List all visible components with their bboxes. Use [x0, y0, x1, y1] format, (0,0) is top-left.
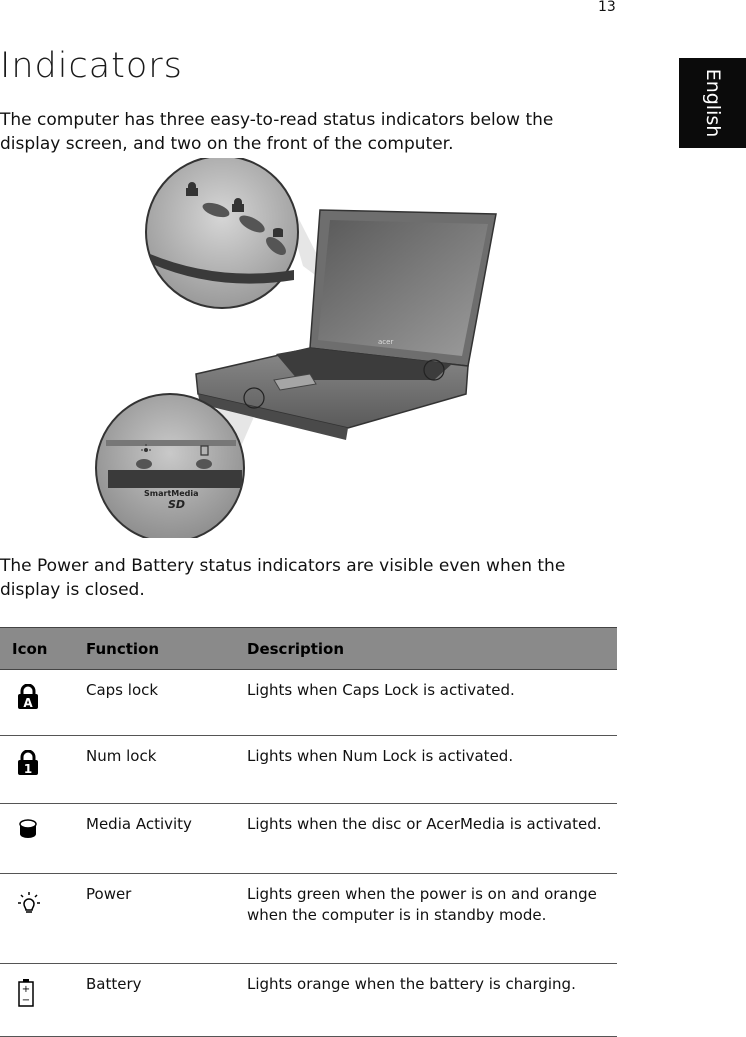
page-title: Indicators: [0, 46, 183, 86]
svg-text:A: A: [23, 696, 33, 710]
table-row: [0, 736, 617, 804]
notebook-illustration: [48, 158, 544, 538]
magnifier-bottom: [96, 394, 244, 538]
indicator-table: [0, 627, 617, 1037]
svg-text:−: −: [21, 995, 31, 1006]
table-row: [0, 964, 617, 1037]
notebook-indicators-figure: [48, 158, 544, 538]
num-lock-icon: [16, 750, 40, 776]
table-header-row: [0, 628, 617, 670]
table-row: [0, 670, 617, 736]
description-cell: Lights orange when the battery is charging.: [247, 964, 617, 1037]
function-cell: Caps lock: [86, 670, 247, 736]
description-cell: Lights when Num Lock is activated.: [247, 736, 617, 804]
notebook-screen: [318, 220, 488, 356]
table-row: [0, 804, 617, 874]
svg-text:1: 1: [23, 762, 33, 776]
function-cell: Num lock: [86, 736, 247, 804]
function-cell: Media Activity: [86, 804, 247, 874]
sd-label: SD: [168, 498, 186, 511]
description-cell: Lights green when the power is on and orange when the computer is in standby mode.: [247, 874, 617, 964]
media-activity-icon: [16, 818, 40, 840]
smartmedia-label: SmartMedia: [144, 489, 199, 498]
header-icon: Icon: [0, 628, 86, 670]
table-row: [0, 874, 617, 964]
media-activity-icon: [273, 228, 283, 237]
magnifier-top: [146, 158, 298, 308]
svg-text:+: +: [21, 984, 31, 995]
language-tab: [679, 58, 746, 148]
header-description: Description: [247, 628, 617, 670]
power-icon: [16, 890, 42, 916]
description-cell: Lights when Caps Lock is activated.: [247, 670, 617, 736]
language-tab-label: English: [701, 68, 724, 138]
intro-paragraph: The computer has three easy-to-read status indicators below the display screen, and two on the front of the computer.: [0, 110, 554, 154]
description-cell: Lights when the disc or AcerMedia is activated.: [247, 804, 617, 874]
battery-icon: [16, 978, 36, 1008]
function-cell: Power: [86, 874, 247, 964]
header-function: Function: [86, 628, 247, 670]
caps-lock-icon: [16, 684, 40, 710]
visibility-note: The Power and Battery status indicators are visible even when the display is closed.: [0, 556, 566, 600]
page-number: 13: [598, 0, 616, 15]
function-cell: Battery: [86, 964, 247, 1037]
brand-label: acer: [378, 338, 394, 346]
